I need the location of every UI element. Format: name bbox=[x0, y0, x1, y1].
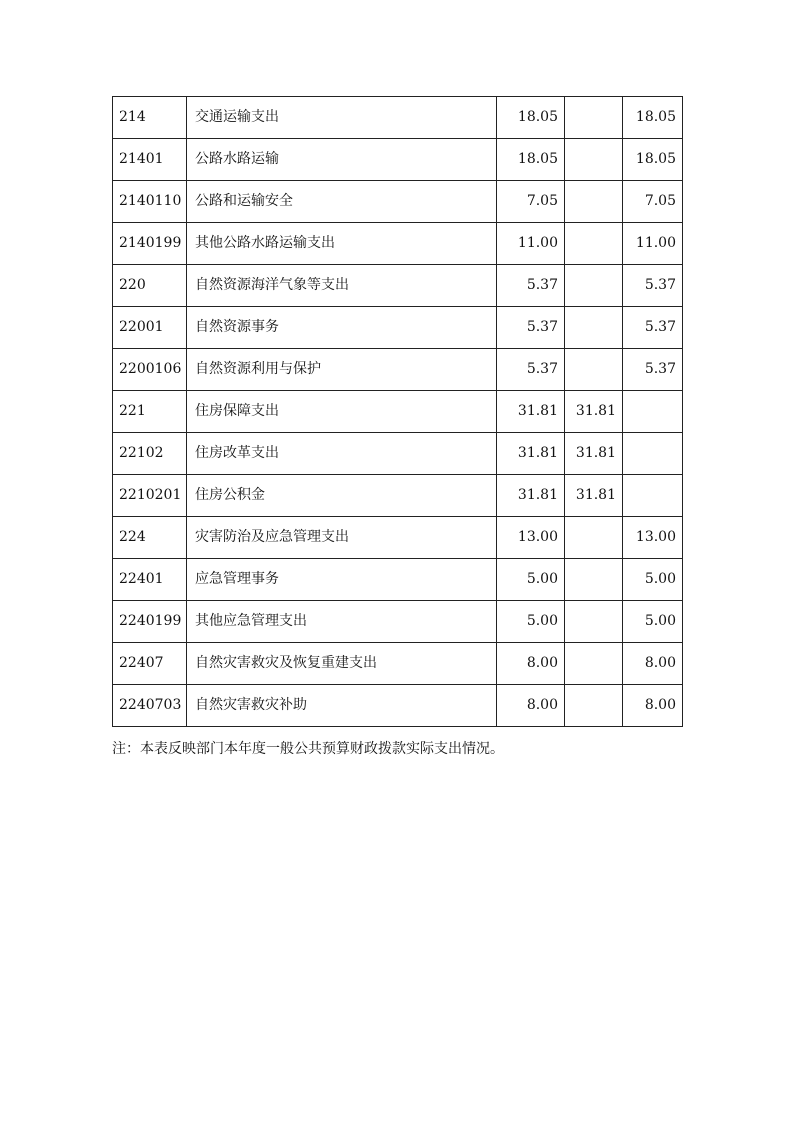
total-amount-cell: 8.00 bbox=[497, 685, 565, 727]
total-amount-cell: 13.00 bbox=[497, 517, 565, 559]
basic-expenditure-cell bbox=[565, 601, 623, 643]
basic-expenditure-cell bbox=[565, 307, 623, 349]
table-row bbox=[113, 475, 683, 517]
account-code-cell: 220 bbox=[113, 265, 187, 307]
table-row bbox=[113, 559, 683, 601]
account-name-cell: 住房改革支出 bbox=[187, 433, 497, 475]
project-expenditure-cell: 5.00 bbox=[623, 559, 683, 601]
basic-expenditure-cell bbox=[565, 97, 623, 139]
account-code-cell: 214 bbox=[113, 97, 187, 139]
account-code-cell: 22001 bbox=[113, 307, 187, 349]
account-code-cell: 21401 bbox=[113, 139, 187, 181]
basic-expenditure-cell bbox=[565, 349, 623, 391]
total-amount-cell: 8.00 bbox=[497, 643, 565, 685]
project-expenditure-cell: 13.00 bbox=[623, 517, 683, 559]
account-name-cell: 自然资源利用与保护 bbox=[187, 349, 497, 391]
basic-expenditure-cell: 31.81 bbox=[565, 475, 623, 517]
expenditure-table bbox=[112, 96, 683, 727]
account-name-cell: 住房公积金 bbox=[187, 475, 497, 517]
table-row bbox=[113, 139, 683, 181]
account-name-cell: 自然资源海洋气象等支出 bbox=[187, 265, 497, 307]
basic-expenditure-cell bbox=[565, 181, 623, 223]
project-expenditure-cell: 18.05 bbox=[623, 97, 683, 139]
table-row bbox=[113, 601, 683, 643]
basic-expenditure-cell bbox=[565, 643, 623, 685]
table-row bbox=[113, 265, 683, 307]
total-amount-cell: 7.05 bbox=[497, 181, 565, 223]
account-name-cell: 其他应急管理支出 bbox=[187, 601, 497, 643]
project-expenditure-cell: 8.00 bbox=[623, 643, 683, 685]
total-amount-cell: 31.81 bbox=[497, 391, 565, 433]
project-expenditure-cell: 5.37 bbox=[623, 349, 683, 391]
project-expenditure-cell: 5.37 bbox=[623, 265, 683, 307]
basic-expenditure-cell bbox=[565, 265, 623, 307]
project-expenditure-cell bbox=[623, 475, 683, 517]
table-row bbox=[113, 97, 683, 139]
project-expenditure-cell: 18.05 bbox=[623, 139, 683, 181]
project-expenditure-cell: 11.00 bbox=[623, 223, 683, 265]
table-row bbox=[113, 517, 683, 559]
total-amount-cell: 18.05 bbox=[497, 97, 565, 139]
basic-expenditure-cell bbox=[565, 517, 623, 559]
account-name-cell: 自然灾害救灾补助 bbox=[187, 685, 497, 727]
total-amount-cell: 5.00 bbox=[497, 559, 565, 601]
total-amount-cell: 5.37 bbox=[497, 265, 565, 307]
basic-expenditure-cell bbox=[565, 685, 623, 727]
table-row bbox=[113, 223, 683, 265]
account-code-cell: 2210201 bbox=[113, 475, 187, 517]
account-name-cell: 应急管理事务 bbox=[187, 559, 497, 601]
table-body bbox=[113, 97, 683, 727]
table-row bbox=[113, 307, 683, 349]
total-amount-cell: 11.00 bbox=[497, 223, 565, 265]
basic-expenditure-cell bbox=[565, 559, 623, 601]
basic-expenditure-cell: 31.81 bbox=[565, 391, 623, 433]
account-name-cell: 自然资源事务 bbox=[187, 307, 497, 349]
project-expenditure-cell: 7.05 bbox=[623, 181, 683, 223]
account-code-cell: 2240199 bbox=[113, 601, 187, 643]
account-code-cell: 2200106 bbox=[113, 349, 187, 391]
total-amount-cell: 31.81 bbox=[497, 433, 565, 475]
table-row bbox=[113, 391, 683, 433]
total-amount-cell: 5.37 bbox=[497, 349, 565, 391]
account-name-cell: 其他公路水路运输支出 bbox=[187, 223, 497, 265]
project-expenditure-cell bbox=[623, 433, 683, 475]
account-code-cell: 22102 bbox=[113, 433, 187, 475]
basic-expenditure-cell bbox=[565, 223, 623, 265]
account-name-cell: 公路水路运输 bbox=[187, 139, 497, 181]
total-amount-cell: 31.81 bbox=[497, 475, 565, 517]
account-code-cell: 2140110 bbox=[113, 181, 187, 223]
account-name-cell: 灾害防治及应急管理支出 bbox=[187, 517, 497, 559]
project-expenditure-cell: 8.00 bbox=[623, 685, 683, 727]
table-row bbox=[113, 643, 683, 685]
table-row bbox=[113, 181, 683, 223]
project-expenditure-cell bbox=[623, 391, 683, 433]
total-amount-cell: 5.00 bbox=[497, 601, 565, 643]
table-row bbox=[113, 685, 683, 727]
account-code-cell: 2240703 bbox=[113, 685, 187, 727]
table-row bbox=[113, 349, 683, 391]
account-code-cell: 2140199 bbox=[113, 223, 187, 265]
table-row bbox=[113, 433, 683, 475]
account-code-cell: 22407 bbox=[113, 643, 187, 685]
total-amount-cell: 5.37 bbox=[497, 307, 565, 349]
account-name-cell: 公路和运输安全 bbox=[187, 181, 497, 223]
basic-expenditure-cell bbox=[565, 139, 623, 181]
account-name-cell: 交通运输支出 bbox=[187, 97, 497, 139]
account-code-cell: 221 bbox=[113, 391, 187, 433]
account-name-cell: 自然灾害救灾及恢复重建支出 bbox=[187, 643, 497, 685]
account-code-cell: 224 bbox=[113, 517, 187, 559]
project-expenditure-cell: 5.00 bbox=[623, 601, 683, 643]
account-code-cell: 22401 bbox=[113, 559, 187, 601]
project-expenditure-cell: 5.37 bbox=[623, 307, 683, 349]
table-footnote: 注：本表反映部门本年度一般公共预算财政拨款实际支出情况。 bbox=[112, 741, 504, 757]
total-amount-cell: 18.05 bbox=[497, 139, 565, 181]
basic-expenditure-cell: 31.81 bbox=[565, 433, 623, 475]
account-name-cell: 住房保障支出 bbox=[187, 391, 497, 433]
